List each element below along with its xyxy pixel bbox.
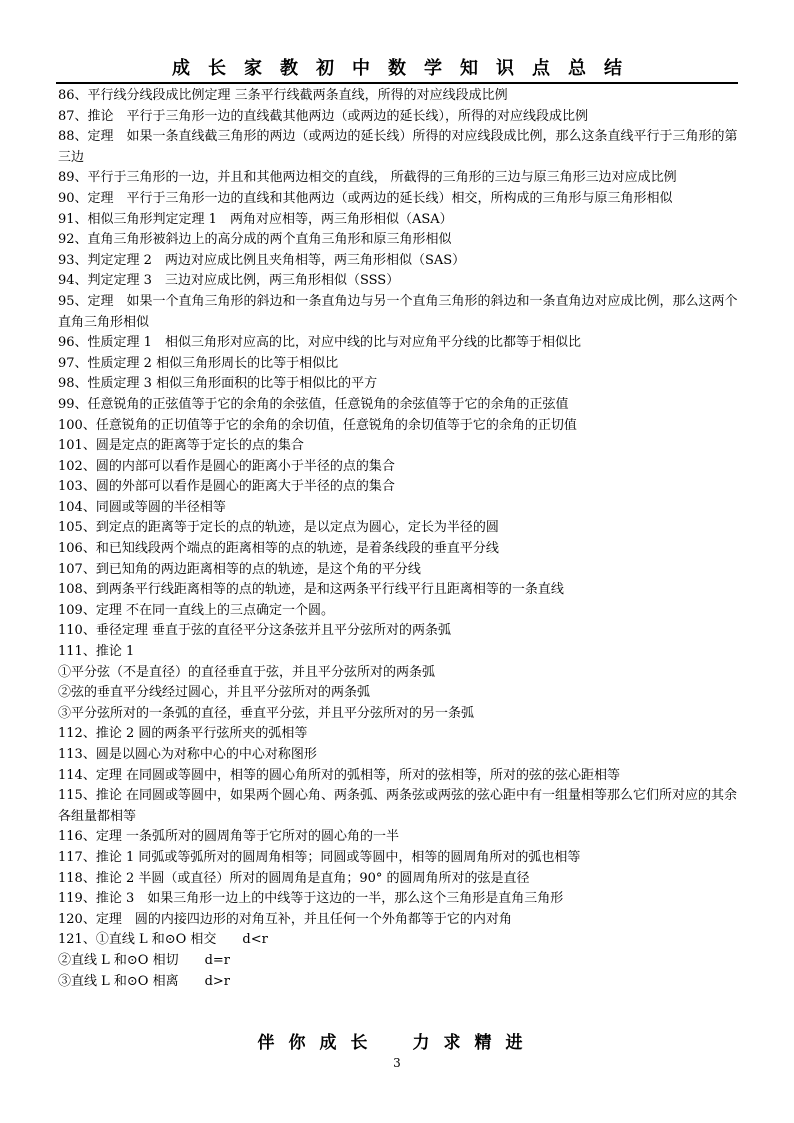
text-line: 86、平行线分线段成比例定理 三条平行线截两条直线，所得的对应线段成比例 (58, 88, 508, 103)
document-body (58, 86, 748, 992)
text-line: 109、定理 不在同一直线上的三点确定一个圆。 (58, 602, 334, 618)
text-line: 118、推论 2 半圆（或直径）所对的圆周角是直角；90° 的圆周角所对的弦是直径 (58, 870, 530, 886)
text-line: 107、到已知角的两边距离相等的点的轨迹，是这个角的平分线 (58, 561, 421, 577)
text-line: 94、判定定理 3 三边对应成比例，两三角形相似（SSS） (58, 273, 400, 289)
text-line: 93、判定定理 2 两边对应成比例且夹角相等，两三角形相似（SAS） (58, 252, 466, 268)
text-line: 106、和已知线段两个端点的距离相等的点的轨迹，是着条线段的垂直平分线 (58, 541, 499, 557)
text-line: 120、定理 圆的内接四边形的对角互补，并且任何一个外角都等于它的内对角 (58, 911, 512, 927)
text-line: 114、定理 在同圆或等圆中，相等的圆心角所对的弧相等，所对的弦相等，所对的弦的弦心距相等 (58, 767, 620, 783)
text-line: 115、推论 在同圆或等圆中，如果两个圆心角、两条弧、两条弦或两弦的弦心距中有一组量相等那么它们所对应的其余各组量都相等 (58, 788, 737, 824)
header-title: 成长家教初中数学知识点总结 (172, 58, 640, 79)
text-line: 112、推论 2 圆的两条平行弦所夹的弧相等 (58, 726, 308, 742)
text-line: 117、推论 1 同弧或等弧所对的圆周角相等；同圆或等圆中，相等的圆周角所对的弧也相等 (58, 849, 581, 865)
text-line: 100、任意锐角的正切值等于它的余角的余切值，任意锐角的余切值等于它的余角的正切值 (58, 417, 577, 433)
page-number: 3 (393, 1056, 401, 1070)
text-line: 87、推论 平行于三角形一边的直线截其他两边（或两边的延长线），所得的对应线段成比例 (58, 108, 589, 124)
text-line: 102、圆的内部可以看作是圆心的距离小于半径的点的集合 (58, 458, 395, 474)
text-line: 98、性质定理 3 相似三角形面积的比等于相似比的平方 (58, 376, 378, 392)
text-line: 96、性质定理 1 相似三角形对应高的比，对应中线的比与对应角平分线的比都等于相似比 (58, 335, 581, 351)
text-line: 95、定理 如果一个直角三角形的斜边和一条直角边与另一个直角三角形的斜边和一条直角边对应成比例，那么这两个直角三角形相似 (58, 293, 738, 330)
page-header (56, 58, 738, 84)
text-line: ②直线 L 和⊙O 相切 d=r (58, 952, 231, 968)
text-line: 88、定理 如果一条直线截三角形的两边（或两边的延长线）所得的对应线段成比例，那么这条直线平行于三角形的第三边 (58, 129, 738, 165)
text-line: 89、平行于三角形的一边，并且和其他两边相交的直线， 所截得的三角形的三边与原三角形三边对应成比例 (58, 170, 677, 186)
text-line: 111、推论 1 (58, 644, 135, 660)
text-line: 119、推论 3 如果三角形一边上的中线等于这边的一半，那么这个三角形是直角三角形 (58, 891, 564, 907)
text-line: 90、定理 平行于三角形一边的直线和其他两边（或两边的延长线）相交，所构成的三角形与原三角形相似 (58, 190, 673, 206)
text-line: 91、相似三角形判定定理 1 两角对应相等，两三角形相似（ASA） (58, 211, 453, 227)
text-line: ③直线 L 和⊙O 相离 d>r (58, 973, 231, 989)
text-line: 101、圆是定点的距离等于定长的点的集合 (58, 438, 304, 454)
text-line: 105、到定点的距离等于定长的点的轨迹，是以定点为圆心，定长为半径的圆 (58, 520, 499, 536)
text-line: 97、性质定理 2 相似三角形周长的比等于相似比 (58, 355, 339, 371)
text-line: 113、圆是以圆心为对称中心的中心对称图形 (58, 747, 317, 762)
text-line: ②弦的垂直平分线经过圆心，并且平分弦所对的两条弧 (58, 685, 371, 701)
footer-motto: 伴你成长 力求精进 (257, 1033, 537, 1053)
text-line: 110、垂径定理 垂直于弦的直径平分这条弦并且平分弦所对的两条弧 (58, 623, 451, 639)
text-line: ①平分弦（不是直径）的直径垂直于弦，并且平分弦所对的两条弧 (58, 664, 436, 680)
text-line: 121、①直线 L 和⊙O 相交 d<r (58, 932, 268, 948)
text-line: 92、直角三角形被斜边上的高分成的两个直角三角形和原三角形相似 (58, 232, 452, 248)
text-line: 99、任意锐角的正弦值等于它的余角的余弦值，任意锐角的余弦值等于它的余角的正弦值 (58, 396, 569, 412)
text-line: 108、到两条平行线距离相等的点的轨迹，是和这两条平行线平行且距离相等的一条直线 (58, 582, 564, 598)
text-line: ③平分弦所对的一条弧的直径，垂直平分弦，并且平分弦所对的另一条弧 (58, 705, 475, 721)
text-line: 116、定理 一条弧所对的圆周角等于它所对的圆心角的一半 (58, 829, 399, 845)
text-line: 104、同圆或等圆的半径相等 (58, 499, 226, 515)
text-line: 103、圆的外部可以看作是圆心的距离大于半径的点的集合 (58, 479, 395, 495)
